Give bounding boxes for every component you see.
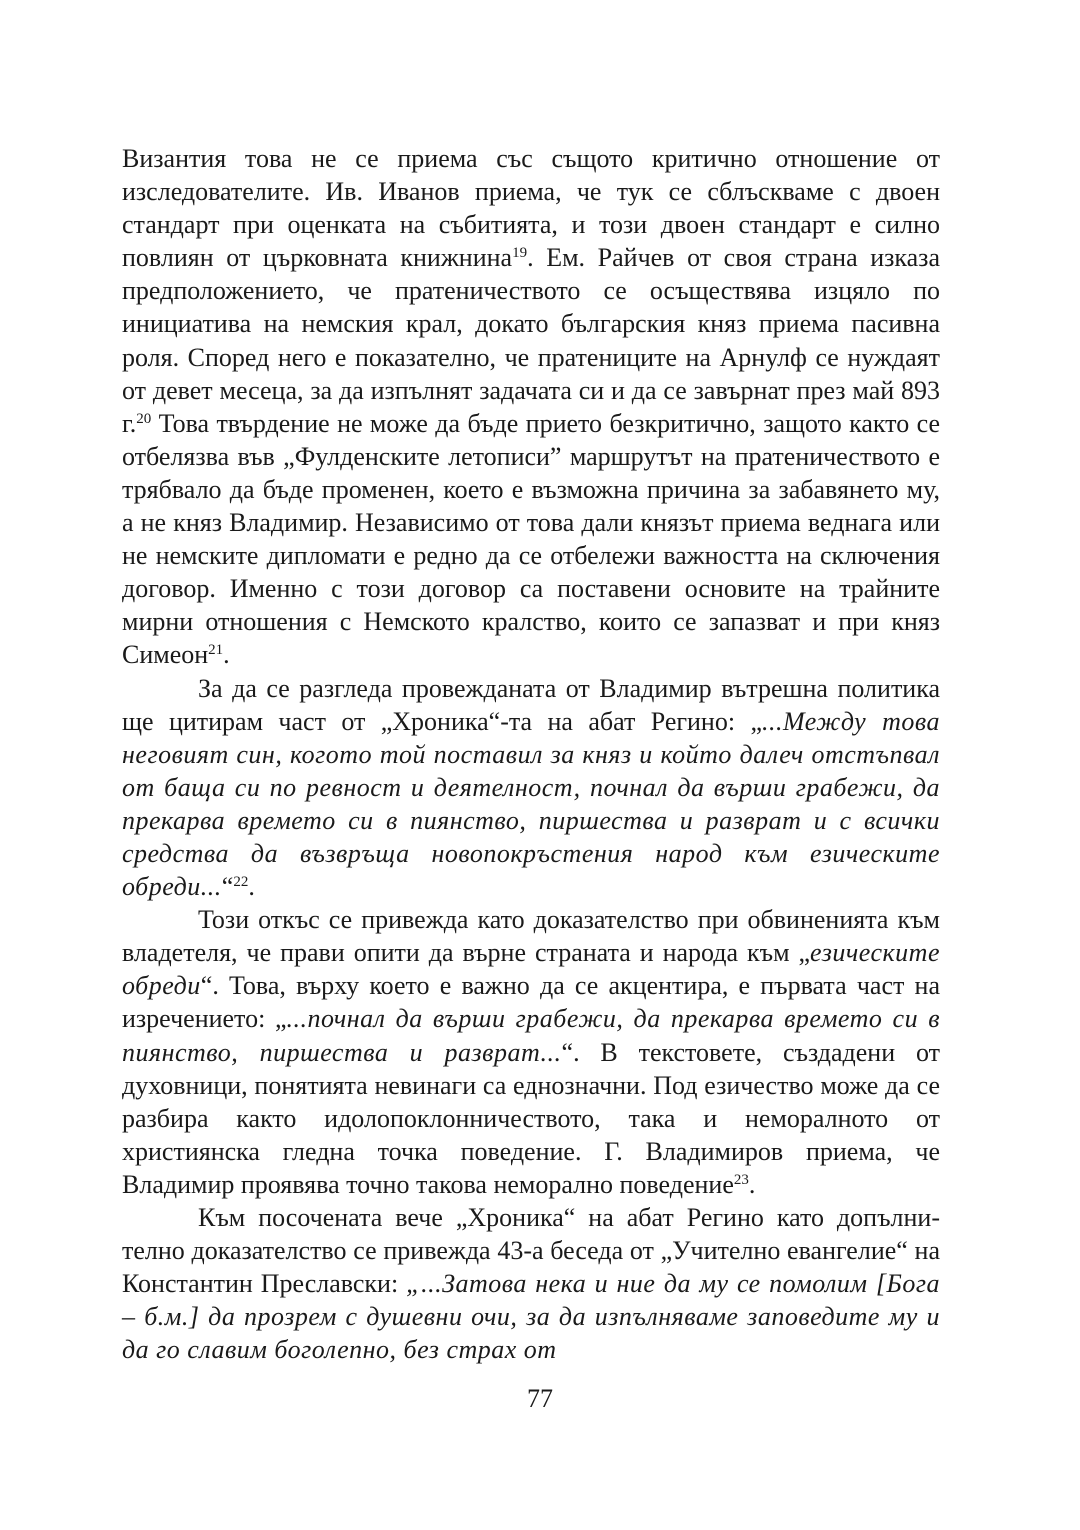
text-run: “ <box>221 872 234 902</box>
paragraph-4 <box>122 1201 940 1366</box>
italic-quote: „...Затова нека и ние да му се помолим [Бога – б.м.] да прозрем с душевни очи, за да изпълняваме заповедите му и да го славим боголепно, без страх от <box>122 1269 940 1365</box>
text-run: Византия това не се приема със същото критично отношение от изследователите. Ив. Иванов приема, че тук се сблъскваме с двоен стандарт при оценката на събитията, и този двоен стандарт е силно повлиян от църковната книжнина <box>122 144 940 273</box>
italic-quote: ...Между това неговият син, когото той поставил за княз и който далеч отстъпвал от баща си по ревност и деятелност, почнал да върши грабежи, да прекарва времето си в пиянство, пиршества и разврат и с всички средства да възвръща новопокръстения народ към езическите обреди... <box>122 706 940 902</box>
italic-quote: езическите обреди <box>122 938 940 1001</box>
paragraph-3 <box>122 903 940 1201</box>
text-run: . <box>248 872 255 902</box>
text-run: За да се разгледа провежданата от Владимир вътрешна политика ще цитирам част от „Хроника“-та на абат Регино: „ <box>122 673 940 736</box>
paragraph-2 <box>122 672 940 904</box>
italic-quote: ...почнал да върши грабежи, да прекарва времето си в пиянство, пиршества и разврат... <box>122 1004 940 1067</box>
footnote-ref: 21 <box>208 642 224 659</box>
footnote-ref: 19 <box>512 245 528 262</box>
text-run: “. Това, върху което е важно да се акцентира, е първата част на изречението: „ <box>122 971 940 1034</box>
text-run: . Ем. Райчев от своя страна изказа предположението, че пратеничеството се осъществява изцяло по инициатива на немския крал, докато българския княз приема пасивна роля. Според него е показателно, че пратениците на Арнулф се нуждаят от девет месеца, за да изпълнят задачата си и да се завърнат през май 893 г. <box>122 243 940 438</box>
text-run: Това твърдение не може да бъде прието безкритично, защото както се отбелязва във „Фулденските летописи” маршрутът на пратеничеството е трябвало да бъде променен, което е възможна причина за забавянето му, а не княз Владимир. Независимо от това дали князът приема веднага или не немските дипломати е редно да се отбележи важността на сключения договор. Именно с този договор са поставени основите на трайните мирни отношения с Немското кралство, които се запазват и при княз Симеон <box>122 408 940 670</box>
text-run: Този откъс се привежда като доказателство при обвиненията към владетеля, че прави опити да върне страната и народа към „ <box>122 905 940 968</box>
page-body <box>122 142 940 1366</box>
text-run: . <box>223 640 230 670</box>
text-run: “. В текстовете, създадени от духовници, понятията невинаги са еднозначни. Под езичество може да се разбира както идолопоклонничеството, така и неморалното от християнска гледна точка поведение. Г. Владимиров приема, че Владимир проявява точно такова неморално поведение <box>122 1037 940 1199</box>
text-run: Към посочената вече „Хроника“ на абат Регино като допълнително доказателство се привежда 43-а беседа от „Учително евангелие“ на Константин Преславски: <box>122 1203 940 1299</box>
footnote-ref: 22 <box>233 874 249 891</box>
footnote-ref: 23 <box>733 1171 749 1188</box>
footnote-ref: 20 <box>136 410 152 427</box>
text-run: . <box>748 1169 756 1199</box>
page-number: 77 <box>527 1384 553 1413</box>
paragraph-1 <box>122 142 940 672</box>
